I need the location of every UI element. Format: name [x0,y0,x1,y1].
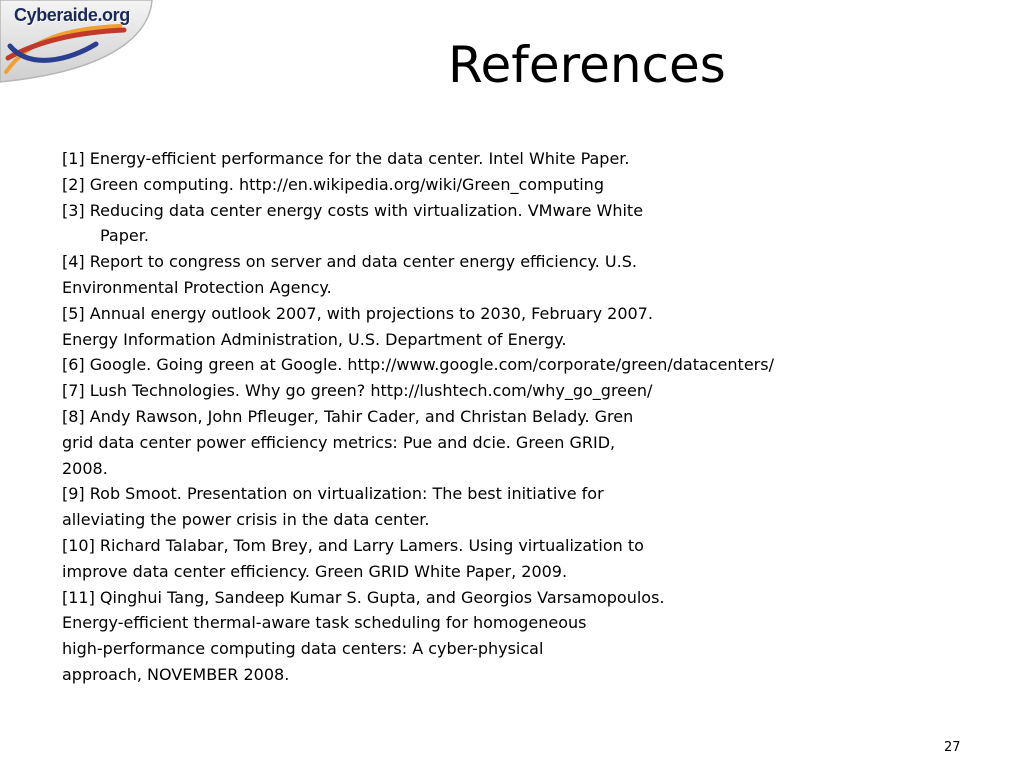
reference-line: grid data center power efficiency metrics: Pue and dcie. Green GRID, [62,432,616,452]
slide-title: References [448,36,726,94]
reference-line: approach, NOVEMBER 2008. [62,664,290,684]
reference-line: [5] Annual energy outlook 2007, with projections to 2030, February 2007. [62,303,653,323]
references-list [62,146,962,688]
reference-line: Paper. [100,226,149,246]
reference-line: [8] Andy Rawson, John Pfleuger, Tahir Cader, and Christan Belady. Gren [62,406,634,426]
logo-text: Cyberaide.org [14,5,130,25]
reference-line: [1] Energy-efficient performance for the data center. Intel White Paper. [62,149,630,168]
reference-line: [10] Richard Talabar, Tom Brey, and Larry Lamers. Using virtualization to [62,535,644,555]
cyberaide-logo [0,0,160,84]
reference-line: [11] Qinghui Tang, Sandeep Kumar S. Gupta, and Georgios Varsamopoulos. [62,587,665,607]
reference-line: Energy-efficient thermal-aware task scheduling for homogeneous [62,613,587,633]
reference-line: [4] Report to congress on server and data center energy efficiency. U.S. [62,252,637,272]
reference-line: [6] Google. Going green at Google. http://www.google.com/corporate/green/datacenters/ [62,355,774,375]
page-number: 27 [944,740,961,755]
reference-line: high-performance computing data centers: A cyber-physical [62,639,544,659]
reference-line: improve data center efficiency. Green GRID White Paper, 2009. [62,561,568,581]
reference-line: alleviating the power crisis in the data center. [62,510,430,530]
reference-line: Environmental Protection Agency. [62,277,332,297]
reference-line: [9] Rob Smoot. Presentation on virtualization: The best initiative for [62,484,604,504]
reference-line: [2] Green computing. http://en.wikipedia.org/wiki/Green_computing [62,174,604,194]
reference-line: [3] Reducing data center energy costs with virtualization. VMware White [62,200,644,220]
reference-line: Energy Information Administration, U.S. Department of Energy. [62,329,567,349]
reference-line: 2008. [62,458,108,478]
reference-line: [7] Lush Technologies. Why go green? http://lushtech.com/why_go_green/ [62,381,653,401]
